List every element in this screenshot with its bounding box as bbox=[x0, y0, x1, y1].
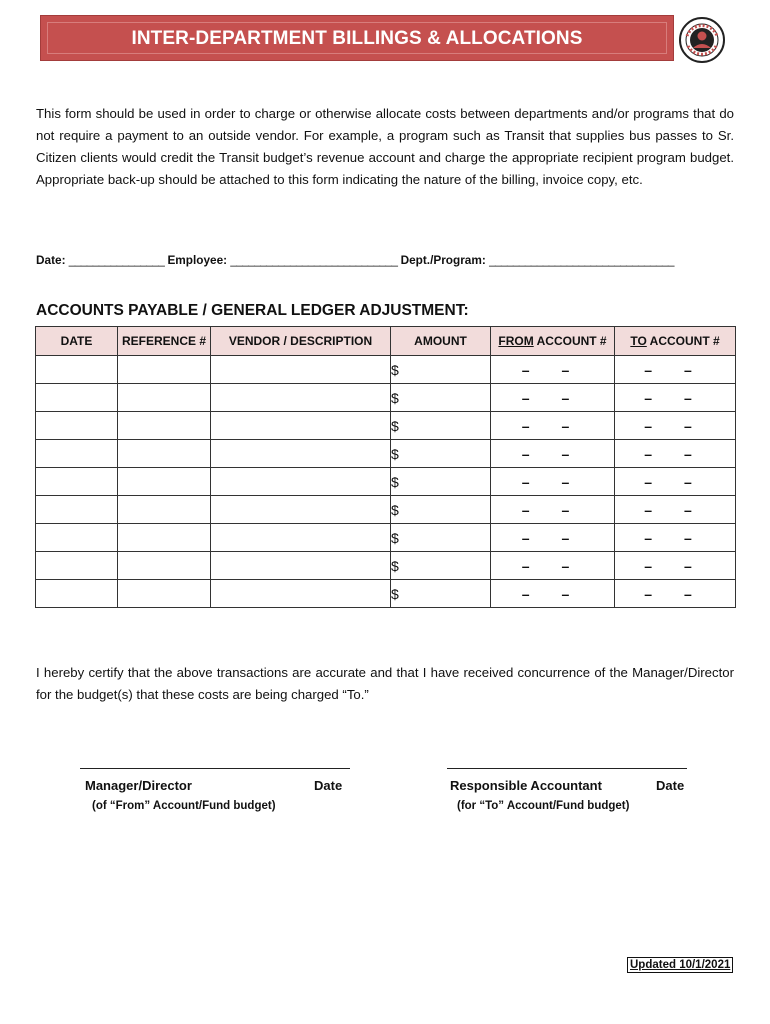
reference-cell[interactable] bbox=[118, 496, 211, 524]
date-cell[interactable] bbox=[36, 384, 118, 412]
reference-cell[interactable] bbox=[118, 412, 211, 440]
vendor-cell[interactable] bbox=[211, 496, 391, 524]
col-to-suffix: ACCOUNT # bbox=[646, 334, 720, 348]
reference-cell[interactable] bbox=[118, 384, 211, 412]
certification-statement: I hereby certify that the above transactions are accurate and that I have received concurrence of the Manager/Director for the budget(s) that these costs are being charged “To.” bbox=[36, 665, 734, 702]
vendor-cell[interactable] bbox=[211, 440, 391, 468]
date-cell[interactable] bbox=[36, 552, 118, 580]
table-row bbox=[36, 552, 736, 580]
vendor-cell[interactable] bbox=[211, 468, 391, 496]
date-field[interactable]: ________________ bbox=[68, 253, 165, 267]
date-cell[interactable] bbox=[36, 440, 118, 468]
manager-signature-line[interactable] bbox=[80, 768, 350, 769]
employee-field[interactable]: ____________________________ bbox=[230, 253, 398, 267]
accountant-label: Responsible Accountant bbox=[450, 778, 602, 793]
to-account-cell[interactable]: – – bbox=[615, 552, 736, 580]
vendor-cell[interactable] bbox=[211, 412, 391, 440]
page-title: INTER-DEPARTMENT BILLINGS & ALLOCATIONS bbox=[131, 28, 583, 49]
table-row bbox=[36, 468, 736, 496]
col-from-prefix: FROM bbox=[498, 334, 534, 348]
title-banner bbox=[40, 15, 674, 61]
from-account-cell[interactable]: – – bbox=[491, 384, 615, 412]
reference-cell[interactable] bbox=[118, 580, 211, 608]
to-account-cell[interactable]: – – bbox=[615, 356, 736, 384]
accountant-sub-label: (for “To” Account/Fund budget) bbox=[457, 800, 630, 812]
intro-paragraph: This form should be used in order to charge or otherwise allocate costs between departments and/or programs that do not require a payment to an outside vendor. For example, a program such as Transit that supplies bus passes to Sr. Citizen clients would credit the Transit budget’s revenue account and charge the appropriate recipient program budget. Appropriate back-up should be attached to this form indicating the nature of the billing, invoice copy, etc. bbox=[36, 106, 734, 187]
col-from-account bbox=[491, 327, 615, 356]
amount-cell[interactable]: $ bbox=[391, 356, 491, 384]
col-vendor: VENDOR / DESCRIPTION bbox=[211, 327, 391, 356]
date-cell[interactable] bbox=[36, 468, 118, 496]
dept-program-field[interactable]: _______________________________ bbox=[489, 253, 674, 267]
accountant-signature-line[interactable] bbox=[447, 768, 687, 769]
amount-cell[interactable]: $ bbox=[391, 384, 491, 412]
from-account-cell[interactable]: – – bbox=[491, 468, 615, 496]
to-account-cell[interactable]: – – bbox=[615, 384, 736, 412]
reference-cell[interactable] bbox=[118, 468, 211, 496]
amount-cell[interactable]: $ bbox=[391, 524, 491, 552]
employee-label: Employee: bbox=[167, 253, 228, 267]
manager-date-label: Date bbox=[314, 778, 343, 793]
manager-director-label: Manager/Director bbox=[85, 778, 192, 793]
date-cell[interactable] bbox=[36, 412, 118, 440]
table-row bbox=[36, 440, 736, 468]
to-account-cell[interactable]: – – bbox=[615, 412, 736, 440]
col-amount: AMOUNT bbox=[391, 327, 491, 356]
date-label: Date: bbox=[36, 253, 66, 267]
reference-cell[interactable] bbox=[118, 552, 211, 580]
vendor-cell[interactable] bbox=[211, 384, 391, 412]
table-row bbox=[36, 496, 736, 524]
amount-cell[interactable]: $ bbox=[391, 496, 491, 524]
vendor-cell[interactable] bbox=[211, 524, 391, 552]
date-cell[interactable] bbox=[36, 496, 118, 524]
col-to-account bbox=[615, 327, 736, 356]
col-reference: REFERENCE # bbox=[118, 327, 211, 356]
from-account-cell[interactable]: – – bbox=[491, 524, 615, 552]
accountant-date-label: Date bbox=[656, 778, 685, 793]
date-cell[interactable] bbox=[36, 356, 118, 384]
city-seal-icon bbox=[678, 16, 726, 64]
ledger-table bbox=[35, 326, 736, 608]
from-account-cell[interactable]: – – bbox=[491, 440, 615, 468]
table-row bbox=[36, 524, 736, 552]
vendor-cell[interactable] bbox=[211, 580, 391, 608]
to-account-cell[interactable]: – – bbox=[615, 468, 736, 496]
table-header-row bbox=[36, 327, 736, 356]
reference-cell[interactable] bbox=[118, 524, 211, 552]
reference-cell[interactable] bbox=[118, 440, 211, 468]
col-from-suffix: ACCOUNT # bbox=[533, 334, 607, 348]
amount-cell[interactable]: $ bbox=[391, 412, 491, 440]
amount-cell[interactable]: $ bbox=[391, 580, 491, 608]
amount-cell[interactable]: $ bbox=[391, 552, 491, 580]
ledger-body bbox=[36, 356, 736, 608]
table-row bbox=[36, 412, 736, 440]
section-title: ACCOUNTS PAYABLE / GENERAL LEDGER ADJUSTMENT: bbox=[36, 302, 469, 319]
from-account-cell[interactable]: – – bbox=[491, 580, 615, 608]
header-fields bbox=[36, 253, 736, 267]
to-account-cell[interactable]: – – bbox=[615, 496, 736, 524]
from-account-cell[interactable]: – – bbox=[491, 356, 615, 384]
date-cell[interactable] bbox=[36, 580, 118, 608]
amount-cell[interactable]: $ bbox=[391, 468, 491, 496]
table-row bbox=[36, 580, 736, 608]
table-row bbox=[36, 356, 736, 384]
col-to-prefix: TO bbox=[630, 334, 647, 348]
to-account-cell[interactable]: – – bbox=[615, 524, 736, 552]
manager-sub-label: (of “From” Account/Fund budget) bbox=[92, 800, 276, 812]
to-account-cell[interactable]: – – bbox=[615, 580, 736, 608]
table-row bbox=[36, 384, 736, 412]
reference-cell[interactable] bbox=[118, 356, 211, 384]
dept-program-label: Dept./Program: bbox=[400, 253, 486, 267]
date-cell[interactable] bbox=[36, 524, 118, 552]
col-date: DATE bbox=[36, 327, 118, 356]
amount-cell[interactable]: $ bbox=[391, 440, 491, 468]
from-account-cell[interactable]: – – bbox=[491, 496, 615, 524]
from-account-cell[interactable]: – – bbox=[491, 552, 615, 580]
from-account-cell[interactable]: – – bbox=[491, 412, 615, 440]
vendor-cell[interactable] bbox=[211, 356, 391, 384]
updated-stamp: Updated 10/1/2021 bbox=[627, 957, 733, 973]
to-account-cell[interactable]: – – bbox=[615, 440, 736, 468]
vendor-cell[interactable] bbox=[211, 552, 391, 580]
